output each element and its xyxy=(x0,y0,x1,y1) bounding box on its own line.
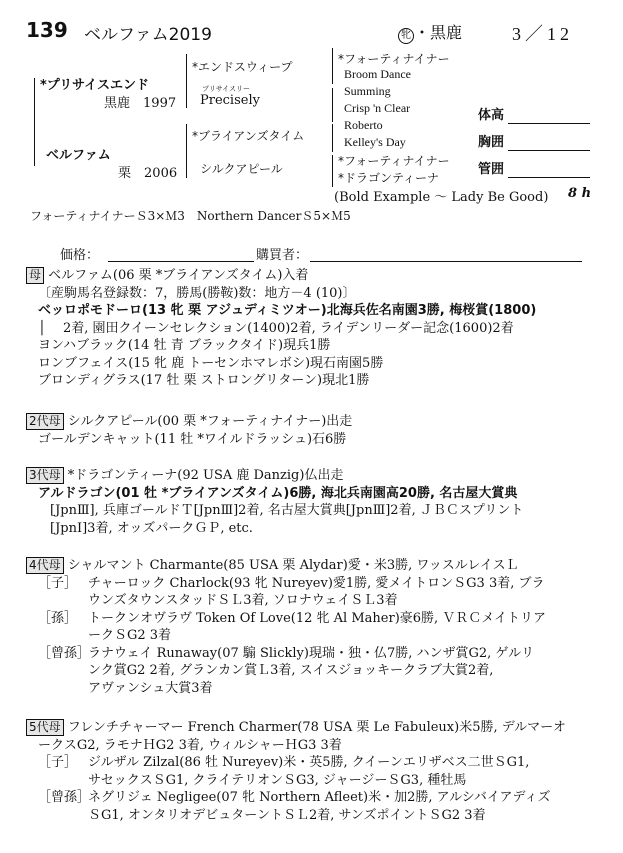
field-height: 体高 xyxy=(478,108,505,123)
dam3-line: *ドラゴンティーナ(92 USA 鹿 Danzig)仏出走 xyxy=(67,468,344,483)
dam-section xyxy=(26,267,596,390)
progeny-2: ヨンハブラック(14 牡 青 ブラックタイド)現兵1勝 xyxy=(38,338,331,353)
dam-dam: シルクアピール xyxy=(200,162,283,176)
field-chest: 胸囲 xyxy=(478,135,505,150)
gen3-4: Crisp 'n Clear xyxy=(344,101,411,115)
progeny-4: ブロンディグラス(17 牡 栗 ストロングリターン)現北1勝 xyxy=(38,373,370,388)
sire-dam: Precisely xyxy=(200,93,260,108)
pedigree-note: (Bold Example ～ Lady Be Good) xyxy=(334,190,549,205)
progeny-1: ベッロポモドーロ(13 牝 栗 アジュディミツオー)北海兵佐名南園3勝, 梅桜賞(1800) xyxy=(38,303,537,318)
sex-mark: 牝 xyxy=(398,28,414,44)
dam4-section xyxy=(26,557,596,697)
dam5-greatgrandchild-cont: ＳG1, オンタリオデビュターントＳＬ2着, サンズポイントＳG2 3着 xyxy=(88,807,486,823)
dam2-progeny-1: ゴールデンキャット(11 牡 *ワイルドラッシュ)石6勝 xyxy=(38,431,347,447)
dam4-child-cont: ウンズタウンスタッドＳＬ3着, ソロナウェイＳＬ3着 xyxy=(88,593,398,608)
dam5-child: ジルザル Zilzal(86 牡 Nureyev)米・英5勝, クイーンエリザベス二世ＳG1, xyxy=(88,755,530,770)
dam5-greatgrandchild: ネグリジェ Negligee(07 牝 Northern Afleet)米・加2勝, アルシバイアディズ xyxy=(88,790,551,805)
price-field[interactable] xyxy=(108,261,254,262)
dam-info: 栗 2006 xyxy=(118,166,178,181)
buyer-label: 購買者： xyxy=(256,248,309,263)
pedigree-note-code: 8 h xyxy=(568,186,592,201)
sire-sire: *エンドスウィープ xyxy=(192,60,293,74)
gen3-3: Summing xyxy=(344,84,391,98)
dam5-child-cont: サセックスＳG1, クライテリオンＳG3, ジャージーＳG3, 種牡馬 xyxy=(88,772,467,788)
dam4-greatgrandchild: ラナウェイ Runaway(07 騸 Slickly)現瑞・独・仏7勝, ハンザ賞G2, ゲルリ xyxy=(88,645,535,661)
dam4-child: チャーロック Charlock(93 牝 Nureyev)愛1勝, 愛メイトロンＳG3 3着, ブラ xyxy=(88,575,545,591)
dam4-grandchild: トークンオヴラヴ Token Of Love(12 牝 Al Maher)豪6勝, ＶＲＣメイトリア xyxy=(88,610,547,626)
dam4-sub-tag-3: ［曾孫］ xyxy=(38,645,91,661)
dam5-sub-tag-1: ［子］ xyxy=(38,755,78,770)
dam2-line: シルクアピール(00 栗 *フォーティナイナー)出走 xyxy=(67,414,353,429)
lot-number: 139 xyxy=(26,18,68,42)
dam2-tag: 2代母 xyxy=(26,413,64,430)
dam-sire: *ブライアンズタイム xyxy=(192,129,305,143)
field-chest-line[interactable] xyxy=(508,150,590,151)
dam4-greatgrandchild-cont1: ンク賞G2 2着, グランカン賞Ｌ3着, スイスジョッキークラブ大賞2着, xyxy=(88,663,494,678)
dam-produce-summary: 〔産駒馬名登録数：7，勝馬(勝鞍)数：地方－4 (10)〕 xyxy=(38,285,356,301)
dam5-line-cont: ークスG2, ラモナＨG2 3着, ウィルシャーＨG3 3着 xyxy=(38,737,342,753)
field-height-line[interactable] xyxy=(508,123,590,124)
color-text: ・黒鹿 xyxy=(414,23,463,42)
gen3-5: Roberto xyxy=(344,118,383,132)
dam-name: ベルファム xyxy=(46,148,111,163)
dam5-section xyxy=(26,719,596,824)
dam4-line: シャルマント Charmante(85 USA 栗 Alydar)愛・米3勝, ワッスルレイスＬ xyxy=(67,558,519,573)
dam3-section xyxy=(26,467,596,537)
field-cannon: 管囲 xyxy=(478,162,505,177)
dam4-sub-tag-2: ［孫］ xyxy=(38,610,78,626)
dam4-greatgrandchild-cont2: アヴァンシュ大賞3着 xyxy=(88,680,213,696)
inbreeding: フォーティナイナーＳ3×Ｍ3 Northern DancerＳ5×Ｍ5 xyxy=(30,209,351,223)
gen3-1: *フォーティナイナー xyxy=(338,52,450,66)
buyer-field[interactable] xyxy=(310,261,582,262)
dam3-progeny-1-cont1: [JpnⅢ], 兵庫ゴールドＴ[JpnⅢ]2着, 名古屋大賞典[JpnⅢ]2着, ＪＢＣスプリント xyxy=(50,503,524,518)
price-label: 価格： xyxy=(60,248,100,263)
dam3-progeny-1-cont2: [JpnⅠ]3着, オッズパークＧＰ, etc. xyxy=(50,520,253,536)
horse-name: ベルファム2019 xyxy=(84,25,212,45)
dam-tag: 母 xyxy=(26,267,44,284)
sire-info: 黒鹿 1997 xyxy=(104,96,177,111)
dam3-progeny-1: アルドラゴン(01 牡 *ブライアンズタイム)6勝, 海北兵南園高20勝, 名古屋大賞典 xyxy=(38,485,518,501)
progeny-3: ロンブフェイス(15 牝 鹿 トーセンホマレボシ)現石南園5勝 xyxy=(38,355,384,371)
dam5-sub-tag-2: ［曾孫］ xyxy=(38,790,91,805)
dam5-tag: 5代母 xyxy=(26,719,64,736)
dam4-grandchild-cont: ークＳG2 3着 xyxy=(88,628,172,643)
dam3-tag: 3代母 xyxy=(26,467,64,484)
sire-dam-ruby: プリサイスリー xyxy=(202,85,251,93)
dam4-sub-tag-1: ［子］ xyxy=(38,575,78,591)
gen3-2: Broom Dance xyxy=(344,67,411,81)
sire-name: *プリサイスエンド xyxy=(40,78,149,93)
dam4-tag: 4代母 xyxy=(26,557,64,574)
dam5-line: フレンチチャーマー French Charmer(78 USA 栗 Le Fabuleux)米5勝, デルマーオ xyxy=(67,720,566,735)
gen3-8: *ドラゴンティーナ xyxy=(338,171,440,185)
gen3-6: Kelley's Day xyxy=(344,135,406,149)
dam2-section xyxy=(26,413,596,448)
sex-color xyxy=(398,20,462,44)
progeny-1-cont: │ 2着, 園田クイーンセレクション(1400)2着, ライデンリーダー記念(1600)2着 xyxy=(38,320,514,336)
gen3-7: *フォーティナイナー xyxy=(338,154,450,168)
field-cannon-line[interactable] xyxy=(508,177,590,178)
dam-line: ベルファム(06 栗 *ブライアンズタイム)入着 xyxy=(48,268,309,283)
sale-date: 3／12 xyxy=(512,24,573,44)
